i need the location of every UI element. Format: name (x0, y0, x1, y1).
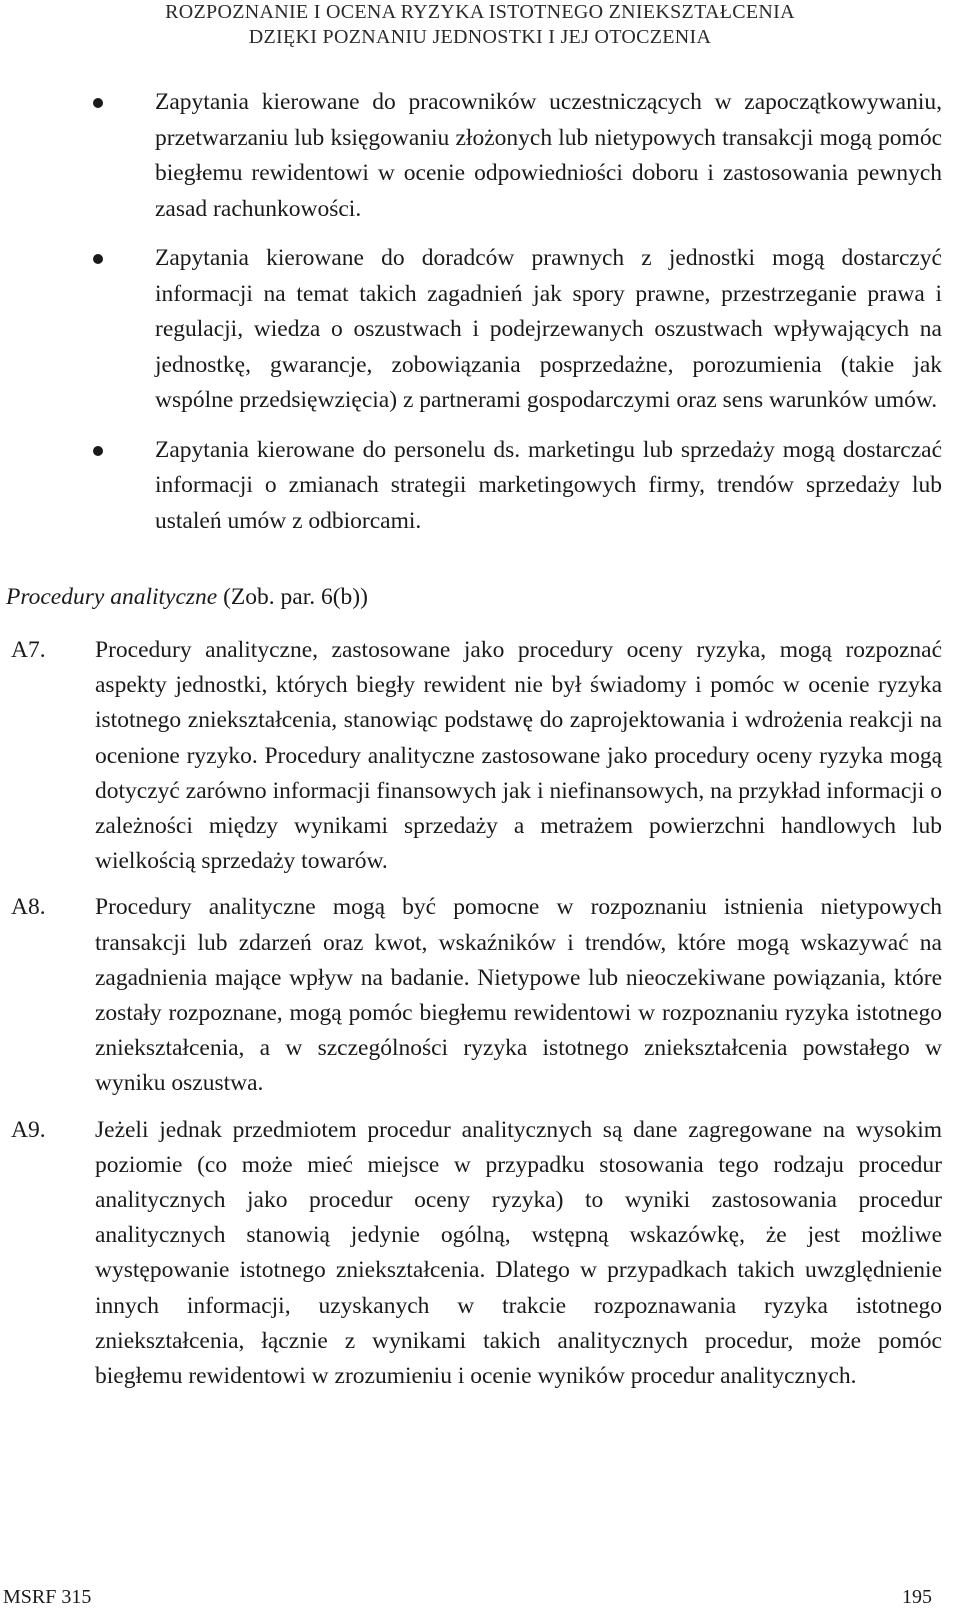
paragraph-text: Procedury analityczne mogą być pomocne w rozpoznaniu istnienia nietypowych transakcji lub zdarzeń oraz kwot, wskaźników i trendów, które mogą wskazywać na zagadnienia mające wpływ na badanie. Nietypowe lub nieoczekiwane powiązania, które zostały rozpoznane, mogą pomóc biegłemu rewidentowi w rozpoznaniu ryzyka istotnego zniekształcenia, a w szczególności ryzyka istotnego zniekształcenia powstałego w wyniku oszustwa. (95, 894, 942, 1097)
bullet-item (155, 241, 942, 419)
bullet-dot-icon (93, 254, 103, 264)
subheading-title: Procedury analityczne (6, 584, 218, 610)
bullet-text: Zapytania kierowane do doradców prawnych z jednostki mogą dostarczyć informacji na temat takich zagadnień jak spory prawne, przestrzeganie prawa i regulacji, wiedza o oszustwach i podejrzewanych oszustwach wpływających na jednostkę, gwarancje, zobowiązania posprzedażne, porozumienia (takie jak wspólne przedsięwzięcia) z partnerami gospodarczymi oraz sens warunków umów. (155, 245, 942, 413)
bullet-dot-icon (93, 446, 103, 456)
bullet-list (0, 85, 960, 553)
numbered-paragraphs (0, 633, 960, 1405)
bullet-dot-icon (93, 98, 103, 108)
section-subheading (6, 580, 368, 615)
running-header-line-1: ROZPOZNANIE I OCENA RYZYKA ISTOTNEGO ZNIEKSZTAŁCENIA (165, 1, 795, 23)
paragraph-number: A9. (11, 1116, 46, 1143)
running-header-line-2: DZIĘKI POZNANIU JEDNOSTKI I JEJ OTOCZENIA (248, 26, 712, 48)
bullet-text: Zapytania kierowane do pracowników uczestniczących w zapoczątkowywaniu, przetwarzaniu lub księgowaniu złożonych lub nietypowych transakcji mogą pomóc biegłemu rewidentowi w ocenie odpowiedniości doboru i zastosowania pewnych zasad rachunkowości. (155, 89, 942, 222)
paragraph-a9 (11, 1113, 942, 1395)
paragraph-text: Procedury analityczne, zastosowane jako procedury oceny ryzyka, mogą rozpoznać aspekty jednostki, których biegły rewident nie był świadomy i pomóc w ocenie ryzyka istotnego zniekształcenia, stanowiąc podstawę do zaprojektowania i wdrożenia reakcji na ocenione ryzyko. Procedury analityczne zastosowane jako procedury oceny ryzyka mogą dotyczyć zarówno informacji finansowych jak i niefinansowych, na przykład informacji o zależności między wynikami sprzedaży a metrażem powierzchni handlowych lub wielkością sprzedaży towarów. (95, 637, 942, 875)
bullet-text: Zapytania kierowane do personelu ds. marketingu lub sprzedaży mogą dostarczać informacji o zmianach strategii marketingowych firmy, trendów sprzedaży lub ustaleń umów z odbiorcami. (155, 436, 942, 534)
running-header (0, 0, 960, 50)
bullet-item (155, 433, 942, 540)
subheading-reference: (Zob. par. 6(b)) (217, 584, 368, 610)
paragraph-number: A8. (11, 894, 46, 921)
paragraph-a7 (11, 633, 942, 879)
paragraph-number: A7. (11, 637, 46, 663)
bullet-item (155, 85, 942, 227)
paragraph-a8 (11, 890, 942, 1101)
page-number: 195 (902, 1586, 932, 1608)
footer-standard-label: MSRF 315 (3, 1586, 92, 1608)
paragraph-text: Jeżeli jednak przedmiotem procedur analitycznych są dane zagregowane na wysokim poziomie (co może mieć miejsce w przypadku stosowania tego rodzaju procedur analitycznych jako procedur oceny ryzyka) to wyniki zastosowania procedur analitycznych stanowią jedynie ogólną, wstępną wskazówkę, że jest możliwe występowanie istotnego zniekształcenia. Dlatego w przypadkach takich uwzględnienie innych informacji, uzyskanych w trakcie rozpoznawania ryzyka istotnego zniekształcenia, łącznie z wynikami takich analitycznych procedur, może pomóc biegłemu rewidentowi w zrozumieniu i ocenie wyników procedur analitycznych. (95, 1116, 942, 1390)
